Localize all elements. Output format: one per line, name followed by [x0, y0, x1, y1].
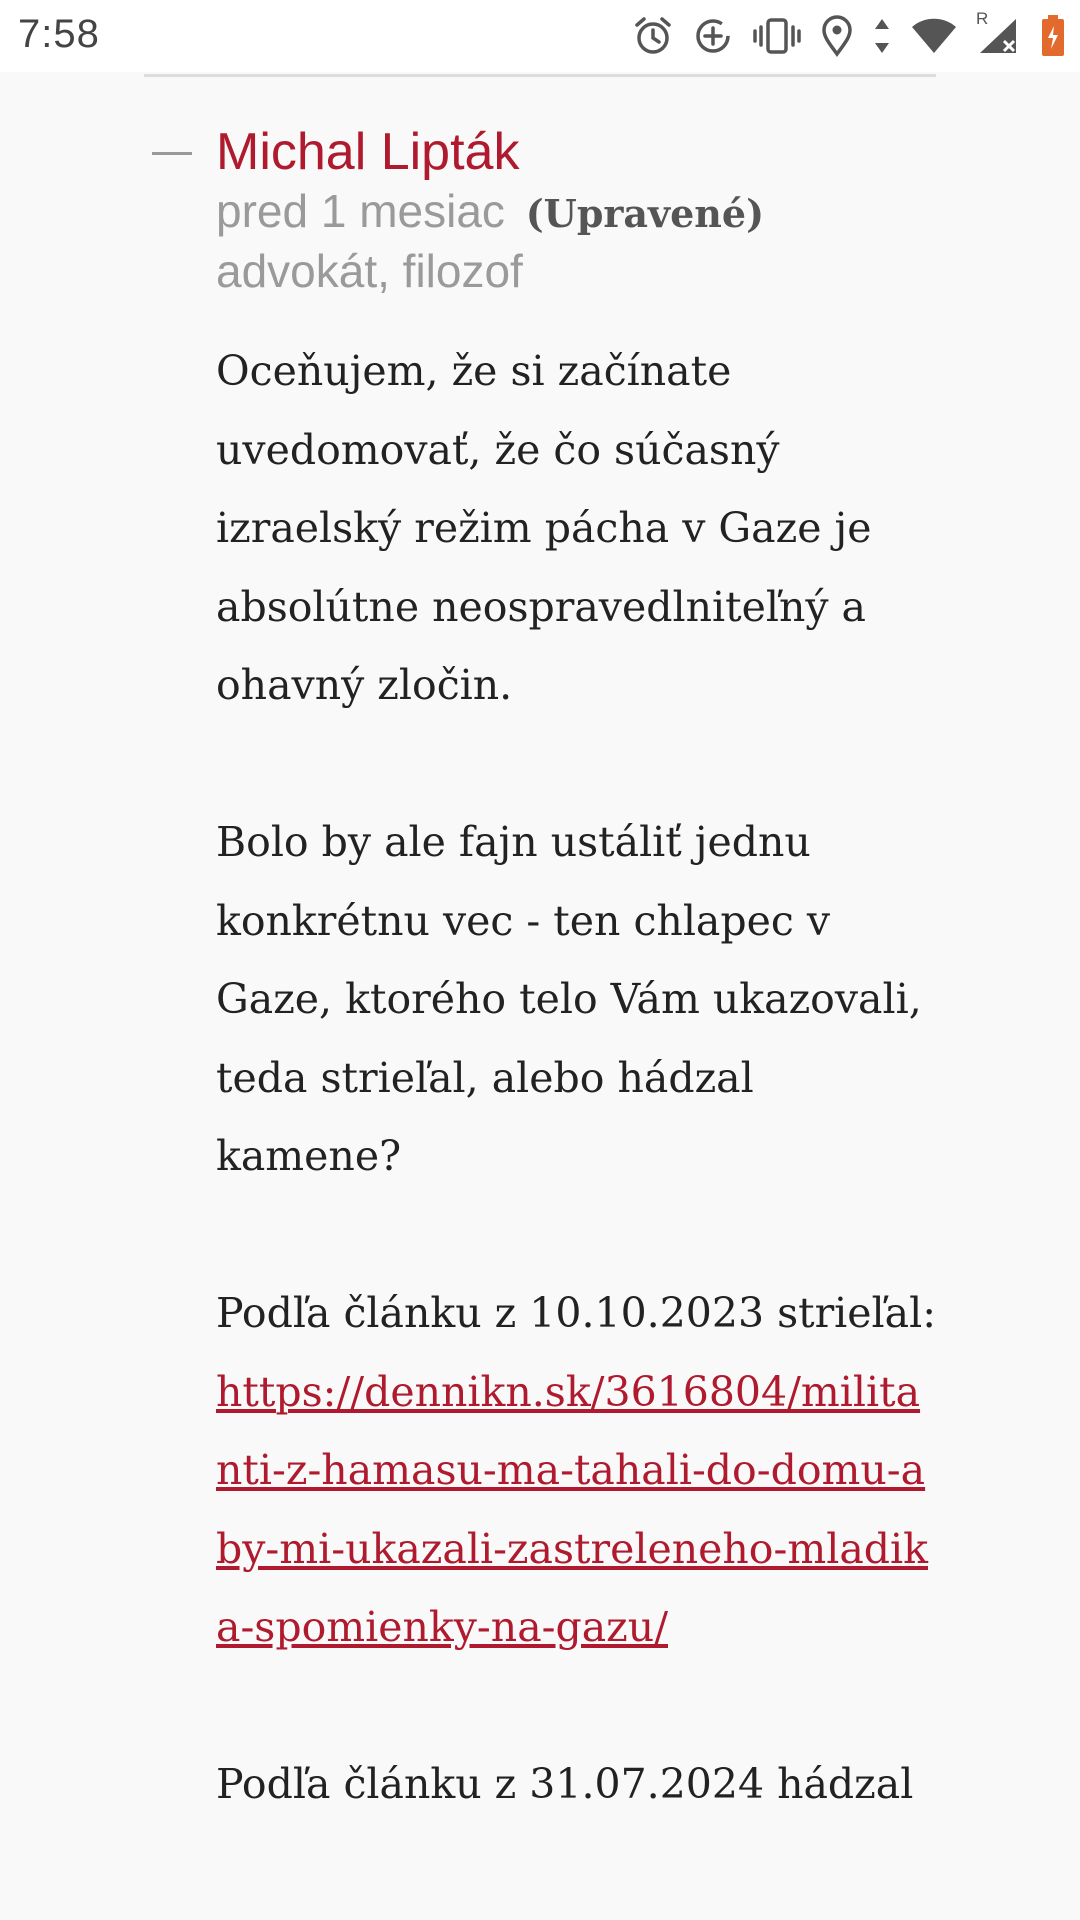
- wifi-icon: [910, 15, 958, 57]
- comment-body: [216, 332, 946, 1902]
- signal-indicator: [976, 9, 1022, 57]
- roaming-label: R: [976, 9, 989, 28]
- location-icon: [820, 15, 854, 57]
- status-time: 7:58: [18, 12, 100, 56]
- comment-paragraph: Bolo by ale fajn ustáliť jednu konkrétnu vec - ten chlapec v Gaze, ktorého telo Vám ukazovali, teda strieľal, alebo hádzal kamene?: [216, 818, 922, 1180]
- comment-time: pred 1 mesiac: [216, 185, 505, 237]
- comment-thread[interactable]: [0, 72, 1080, 1920]
- comment-author[interactable]: Michal Lipták: [216, 123, 520, 181]
- comment-paragraph: Podľa článku z 31.07.2024 hádzal: [216, 1760, 914, 1808]
- comment-paragraph-text: Podľa článku z 10.10.2023 strieľal:: [216, 1289, 937, 1337]
- signal-icon: [976, 15, 1022, 57]
- comment-paragraph: Oceňujem, že si začínate uvedomovať, že čo súčasný izraelský režim pácha v Gaze je absolútne neospravedlniteľný a ohavný zločin.: [216, 347, 872, 709]
- status-bar: [0, 0, 1080, 72]
- article-link[interactable]: https://dennikn.sk/3616804/militanti-z-hamasu-ma-tahali-do-domu-aby-mi-ukazali-zastreleneho-mladika-spomienky-na-gazu/: [216, 1367, 928, 1651]
- edited-label: (Upravené): [525, 191, 765, 236]
- data-arrows-icon: [872, 15, 892, 57]
- comment-meta: [216, 184, 764, 238]
- status-icons: [632, 9, 1066, 60]
- battery-icon: [1040, 14, 1066, 58]
- reply-dash: [152, 152, 192, 155]
- alarm-icon: [632, 15, 674, 57]
- vibrate-icon: [752, 15, 802, 57]
- thread-divider: [144, 74, 936, 77]
- comment-paragraph: [216, 1274, 946, 1667]
- data-saver-icon: [692, 15, 734, 57]
- author-role: advokát, filozof: [216, 245, 523, 297]
